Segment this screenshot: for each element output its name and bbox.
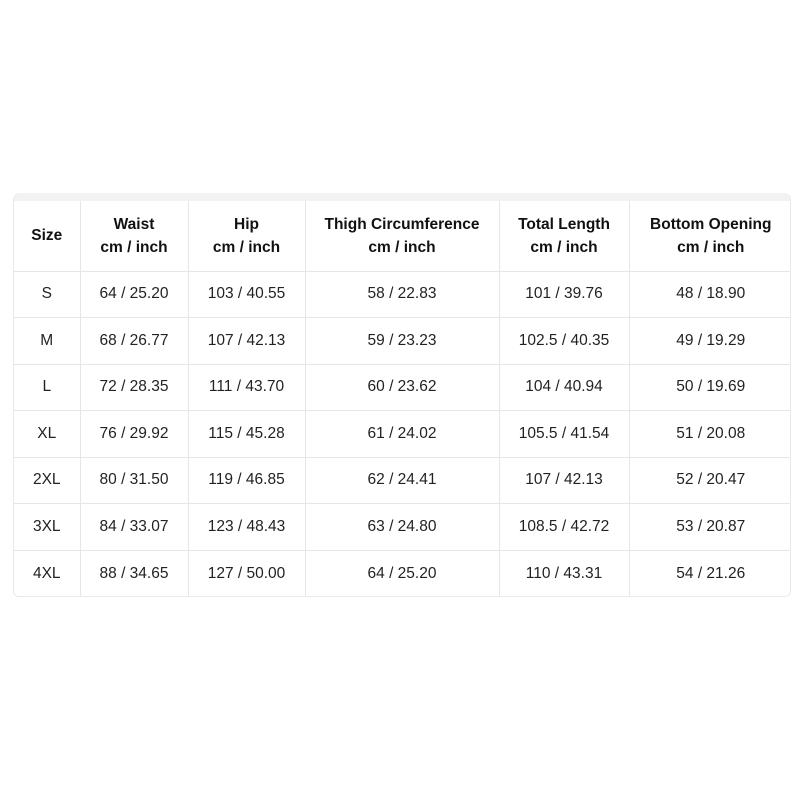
- header-unit: cm / inch: [212, 238, 281, 256]
- table-row: [14, 457, 791, 504]
- table-row: [14, 550, 791, 597]
- header-title: Size: [31, 227, 63, 245]
- cell-thigh-circumference: 62 / 24.41: [305, 457, 499, 504]
- header-total-length: [499, 201, 629, 271]
- cell-hip: 127 / 50.00: [188, 550, 305, 597]
- cell-hip: 111 / 43.70: [188, 364, 305, 411]
- size-chart-table: [14, 201, 791, 597]
- header-unit: cm / inch: [368, 238, 436, 256]
- cell-total-length: 105.5 / 41.54: [499, 411, 629, 458]
- header-unit: cm / inch: [677, 238, 745, 256]
- cell-size: 4XL: [14, 550, 80, 597]
- cell-waist: 80 / 31.50: [80, 457, 188, 504]
- cell-thigh-circumference: 59 / 23.23: [305, 318, 499, 365]
- header-title: Total Length: [518, 215, 610, 233]
- cell-hip: 115 / 45.28: [188, 411, 305, 458]
- cell-waist: 76 / 29.92: [80, 411, 188, 458]
- table-row: [14, 504, 791, 551]
- header-title: Thigh Circumference: [324, 215, 480, 233]
- header-bottom-opening: [629, 201, 791, 271]
- cell-thigh-circumference: 58 / 22.83: [305, 271, 499, 318]
- cell-total-length: 110 / 43.31: [499, 550, 629, 597]
- cell-bottom-opening: 49 / 19.29: [629, 318, 791, 365]
- cell-bottom-opening: 50 / 19.69: [629, 364, 791, 411]
- cell-total-length: 107 / 42.13: [499, 457, 629, 504]
- header-unit: cm / inch: [530, 238, 598, 256]
- cell-size: XL: [14, 411, 80, 458]
- cell-total-length: 104 / 40.94: [499, 364, 629, 411]
- cell-total-length: 102.5 / 40.35: [499, 318, 629, 365]
- cell-bottom-opening: 53 / 20.87: [629, 504, 791, 551]
- cell-thigh-circumference: 61 / 24.02: [305, 411, 499, 458]
- cell-bottom-opening: 51 / 20.08: [629, 411, 791, 458]
- cell-hip: 103 / 40.55: [188, 271, 305, 318]
- table-row: [14, 271, 791, 318]
- size-chart-card: [13, 193, 791, 597]
- cell-total-length: 108.5 / 42.72: [499, 504, 629, 551]
- header-title: Hip: [234, 215, 259, 233]
- cell-size: M: [14, 318, 80, 365]
- cell-thigh-circumference: 63 / 24.80: [305, 504, 499, 551]
- cell-size: L: [14, 364, 80, 411]
- cell-waist: 72 / 28.35: [80, 364, 188, 411]
- cell-waist: 88 / 34.65: [80, 550, 188, 597]
- cell-waist: 68 / 26.77: [80, 318, 188, 365]
- header-row: [14, 201, 791, 271]
- cell-thigh-circumference: 60 / 23.62: [305, 364, 499, 411]
- cell-size: S: [14, 271, 80, 318]
- header-hip: [188, 201, 305, 271]
- cell-hip: 123 / 48.43: [188, 504, 305, 551]
- cell-thigh-circumference: 64 / 25.20: [305, 550, 499, 597]
- cell-size: 3XL: [14, 504, 80, 551]
- table-row: [14, 318, 791, 365]
- header-unit: cm / inch: [100, 238, 168, 256]
- header-waist: [80, 201, 188, 271]
- header-size: [14, 201, 80, 271]
- header-title: Waist: [113, 215, 155, 233]
- table-row: [14, 411, 791, 458]
- table-row: [14, 364, 791, 411]
- cell-hip: 107 / 42.13: [188, 318, 305, 365]
- header-title: Bottom Opening: [650, 215, 772, 233]
- cell-waist: 64 / 25.20: [80, 271, 188, 318]
- cell-hip: 119 / 46.85: [188, 457, 305, 504]
- cell-bottom-opening: 48 / 18.90: [629, 271, 791, 318]
- cell-total-length: 101 / 39.76: [499, 271, 629, 318]
- cell-waist: 84 / 33.07: [80, 504, 188, 551]
- cell-size: 2XL: [14, 457, 80, 504]
- header-thigh-circumference: [305, 201, 499, 271]
- cell-bottom-opening: 52 / 20.47: [629, 457, 791, 504]
- cell-bottom-opening: 54 / 21.26: [676, 564, 746, 582]
